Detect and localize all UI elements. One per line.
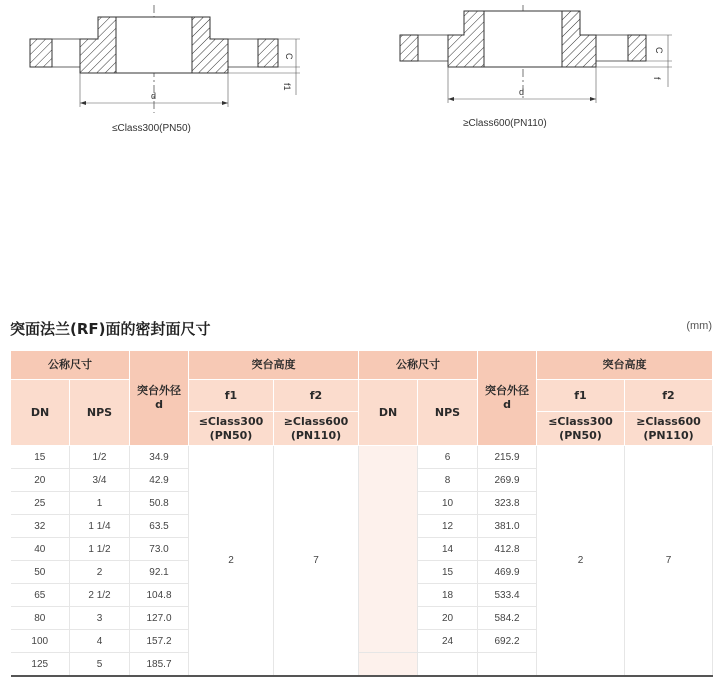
cell-dn-blank bbox=[359, 446, 418, 653]
cell-d: 323.8 bbox=[478, 492, 537, 515]
cell-f2-merged: 7 bbox=[274, 446, 359, 677]
cell-dn: 80 bbox=[11, 607, 70, 630]
cell-nps: 1/2 bbox=[70, 446, 130, 469]
cell-dn: 20 bbox=[11, 469, 70, 492]
cell-d: 215.9 bbox=[478, 446, 537, 469]
cell-f2-merged: 7 bbox=[625, 446, 713, 677]
cell-nps: 3/4 bbox=[70, 469, 130, 492]
cell-nps: 1 1/2 bbox=[70, 538, 130, 561]
unit-label: (mm) bbox=[686, 320, 712, 332]
cell-nps: 4 bbox=[70, 630, 130, 653]
header-raised-height: 突台高度 bbox=[537, 351, 713, 380]
cell-dn: 125 bbox=[11, 653, 70, 677]
header-f1: f1 bbox=[537, 380, 625, 412]
header-nominal-size: 公称尺寸 bbox=[11, 351, 130, 380]
cell-d: 381.0 bbox=[478, 515, 537, 538]
cell-d-empty bbox=[478, 653, 537, 677]
cell-nps: 10 bbox=[418, 492, 478, 515]
cell-d: 63.5 bbox=[130, 515, 189, 538]
cell-d: 73.0 bbox=[130, 538, 189, 561]
cell-dn: 50 bbox=[11, 561, 70, 584]
header-class600: ≥Class600 (PN110) bbox=[625, 412, 713, 446]
header-class300: ≤Class300 (PN50) bbox=[537, 412, 625, 446]
cell-dn: 15 bbox=[11, 446, 70, 469]
cell-d: 92.1 bbox=[130, 561, 189, 584]
cell-nps: 18 bbox=[418, 584, 478, 607]
cell-d: 469.9 bbox=[478, 561, 537, 584]
header-class300: ≤Class300 (PN50) bbox=[189, 412, 274, 446]
cell-d: 157.2 bbox=[130, 630, 189, 653]
flange-diagram-class300 bbox=[20, 5, 320, 130]
cell-nps: 1 bbox=[70, 492, 130, 515]
section-title: 突面法兰(RF)面的密封面尺寸 bbox=[10, 320, 211, 338]
cell-nps: 1 1/4 bbox=[70, 515, 130, 538]
sealing-face-dimension-table bbox=[10, 350, 713, 677]
cell-nps: 14 bbox=[418, 538, 478, 561]
caption-class300: ≤Class300(PN50) bbox=[112, 123, 191, 134]
dim-f1-label: f1 bbox=[282, 83, 292, 91]
cell-nps: 2 1/2 bbox=[70, 584, 130, 607]
cell-dn: 100 bbox=[11, 630, 70, 653]
header-f1: f1 bbox=[189, 380, 274, 412]
cell-nps: 5 bbox=[70, 653, 130, 677]
cell-dn: 25 bbox=[11, 492, 70, 515]
cell-nps: 20 bbox=[418, 607, 478, 630]
cell-nps: 6 bbox=[418, 446, 478, 469]
header-nps: NPS bbox=[70, 380, 130, 446]
caption-class600: ≥Class600(PN110) bbox=[463, 118, 547, 129]
dim-d-label: d bbox=[519, 87, 525, 97]
cell-nps: 3 bbox=[70, 607, 130, 630]
cell-d: 584.2 bbox=[478, 607, 537, 630]
cell-nps-empty bbox=[418, 653, 478, 677]
cell-f1-merged: 2 bbox=[537, 446, 625, 677]
cell-d: 533.4 bbox=[478, 584, 537, 607]
header-outer-diameter: 突台外径 d bbox=[478, 351, 537, 446]
header-nominal-size: 公称尺寸 bbox=[359, 351, 478, 380]
cell-dn: 40 bbox=[11, 538, 70, 561]
dim-f-label: f bbox=[652, 77, 662, 80]
cell-d: 269.9 bbox=[478, 469, 537, 492]
dim-d-label: d bbox=[151, 91, 157, 101]
cell-nps: 2 bbox=[70, 561, 130, 584]
cell-nps: 15 bbox=[418, 561, 478, 584]
dim-c-label: C bbox=[654, 47, 664, 54]
cell-f1-merged: 2 bbox=[189, 446, 274, 677]
header-dn: DN bbox=[11, 380, 70, 446]
header-outer-diameter: 突台外径 d bbox=[130, 351, 189, 446]
cell-d: 692.2 bbox=[478, 630, 537, 653]
cell-nps: 24 bbox=[418, 630, 478, 653]
header-nps: NPS bbox=[418, 380, 478, 446]
cell-nps: 8 bbox=[418, 469, 478, 492]
cell-d: 104.8 bbox=[130, 584, 189, 607]
header-f2: f2 bbox=[625, 380, 713, 412]
cell-d: 127.0 bbox=[130, 607, 189, 630]
header-f2: f2 bbox=[274, 380, 359, 412]
header-class600: ≥Class600 (PN110) bbox=[274, 412, 359, 446]
cell-d: 34.9 bbox=[130, 446, 189, 469]
header-dn: DN bbox=[359, 380, 418, 446]
cell-d: 42.9 bbox=[130, 469, 189, 492]
cell-dn-blank bbox=[359, 653, 418, 677]
flange-diagram-class600 bbox=[390, 5, 690, 115]
table-row bbox=[11, 446, 713, 469]
cell-dn: 32 bbox=[11, 515, 70, 538]
dim-c-label: C bbox=[284, 53, 294, 60]
cell-d: 50.8 bbox=[130, 492, 189, 515]
cell-nps: 12 bbox=[418, 515, 478, 538]
cell-d: 412.8 bbox=[478, 538, 537, 561]
cell-d: 185.7 bbox=[130, 653, 189, 677]
header-raised-height: 突台高度 bbox=[189, 351, 359, 380]
cell-dn: 65 bbox=[11, 584, 70, 607]
